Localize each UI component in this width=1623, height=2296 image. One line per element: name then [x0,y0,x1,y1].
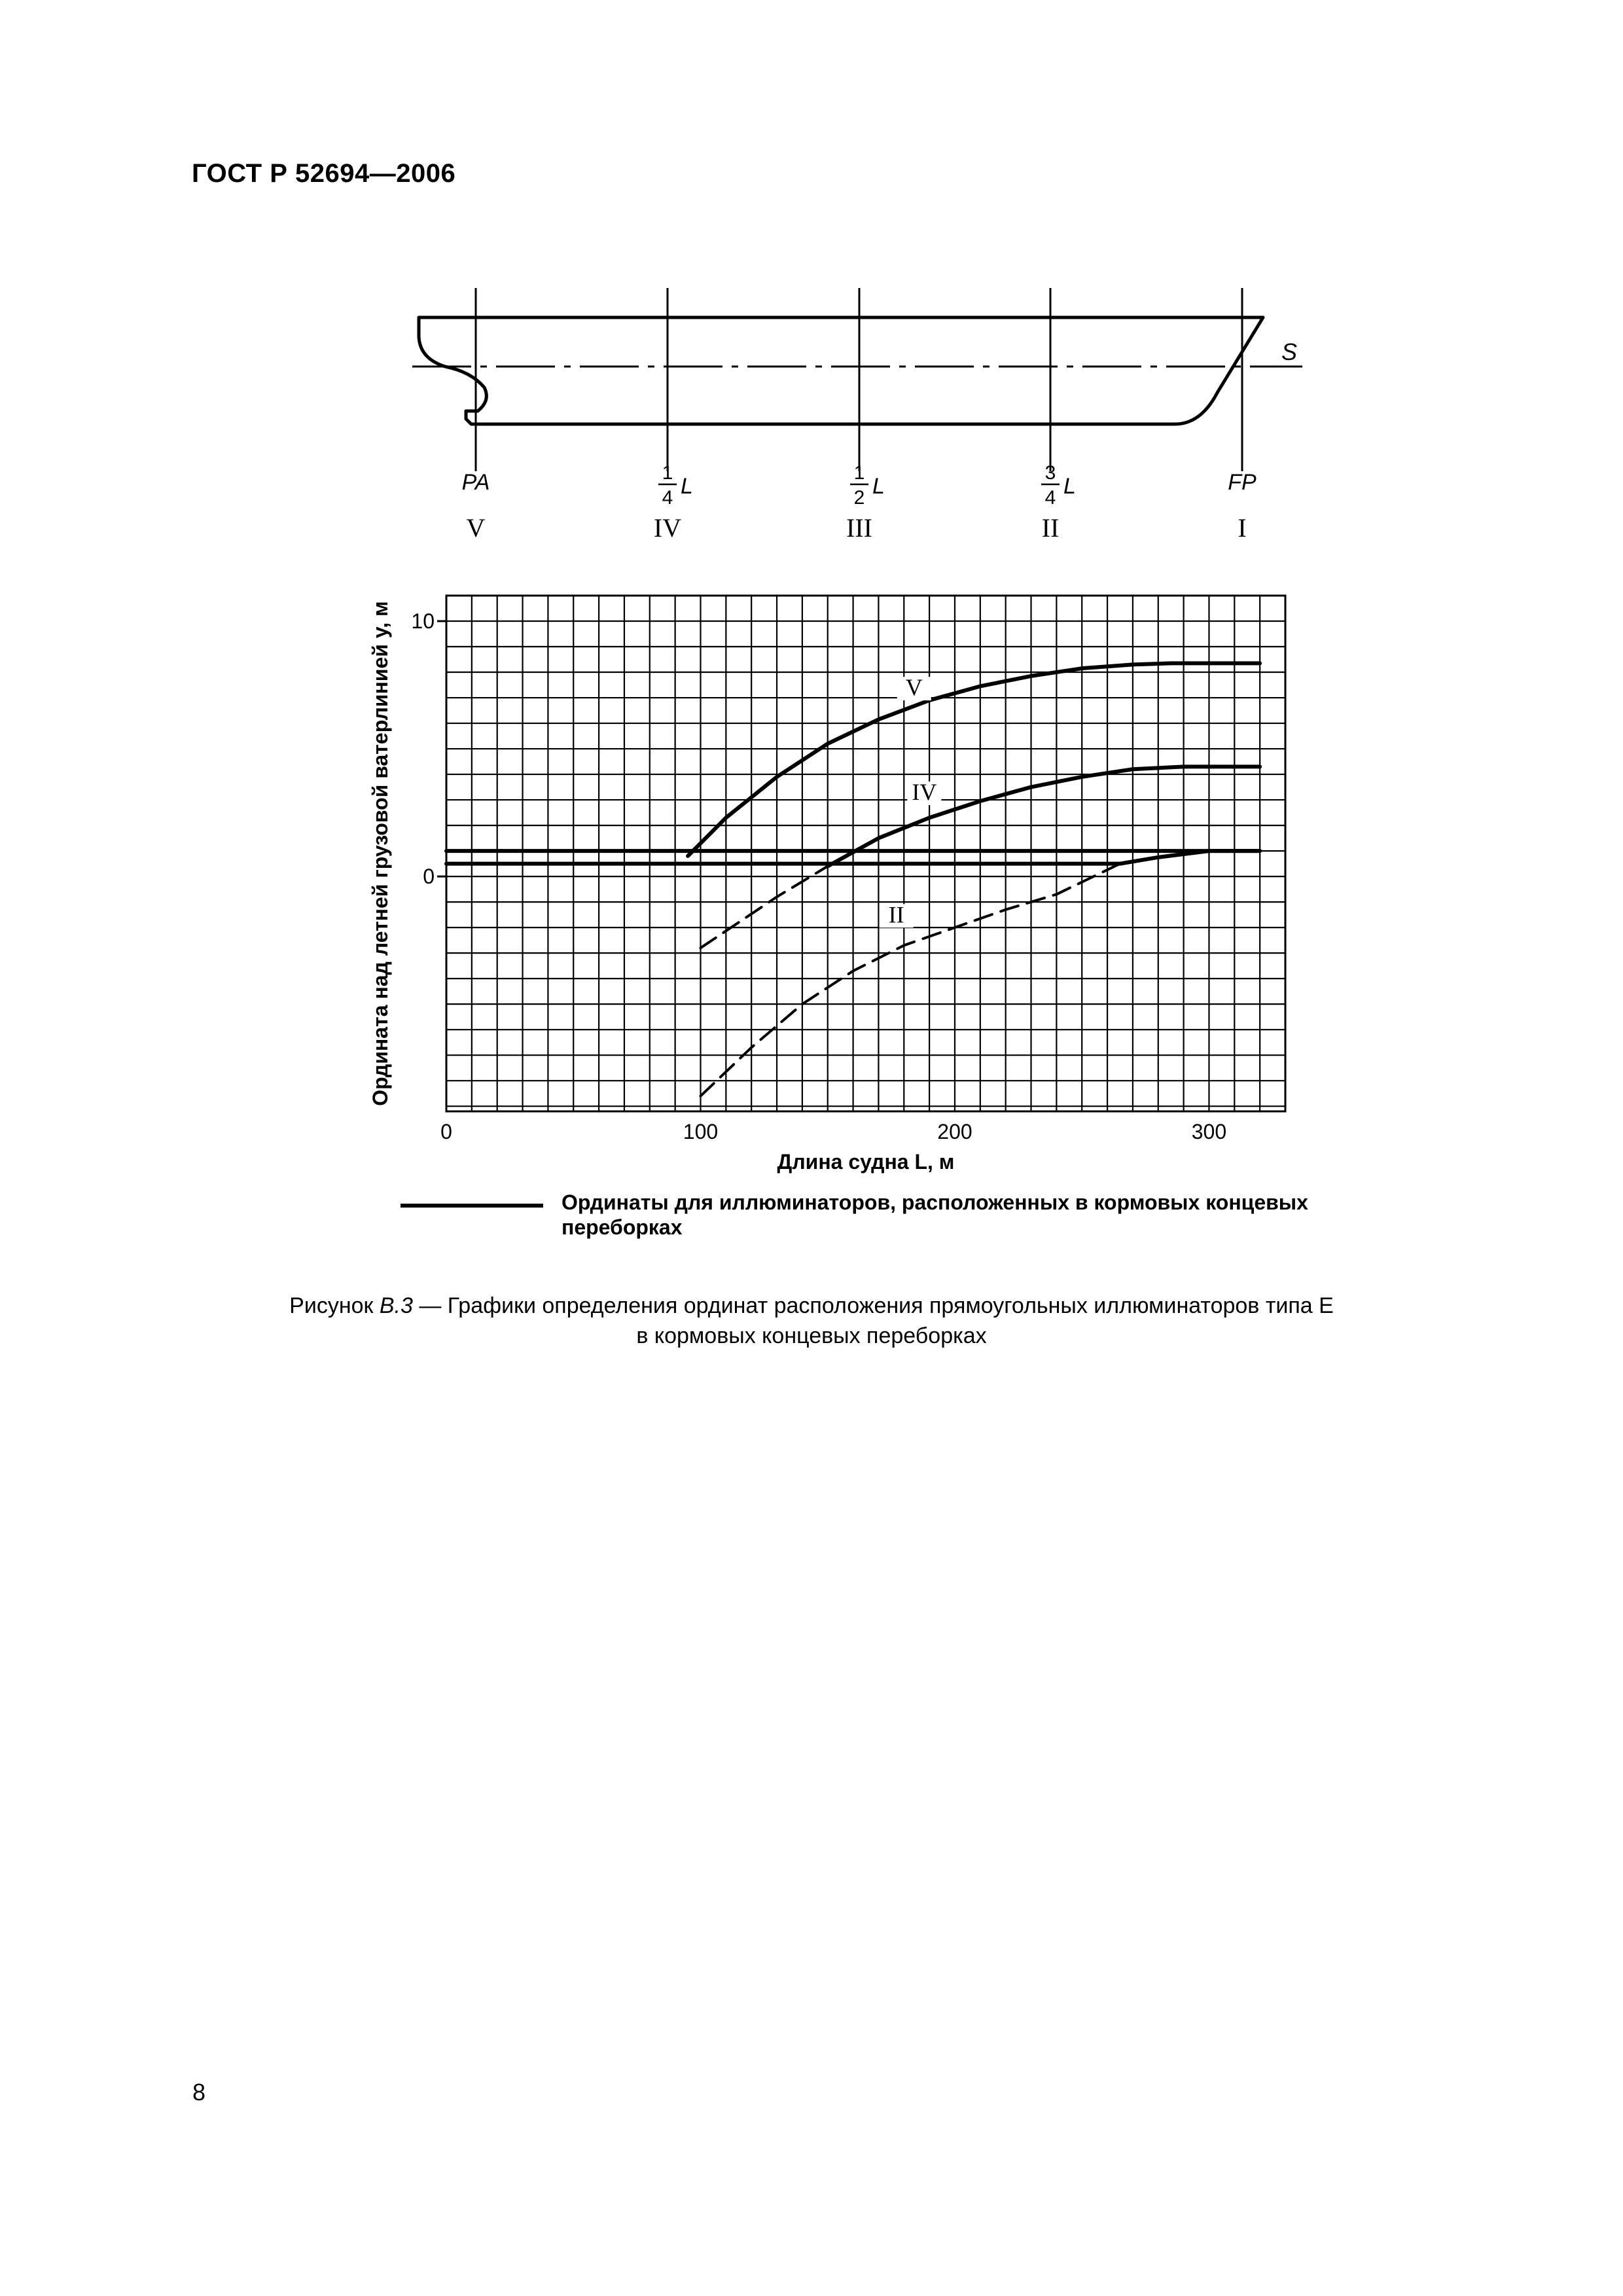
ordinate-chart [353,576,1322,1191]
y-axis-label: Ордината над летней грузовой ватерлинией y, м [368,601,392,1106]
caption-line2: в кормовых концевых переборках [636,1323,987,1348]
caption-number: В.3 [379,1293,413,1318]
station-roman-i: I [1238,513,1247,543]
series-line-v-0 [688,663,1260,856]
y-tick-label: 10 [411,609,435,634]
caption-prefix: Рисунок [289,1293,380,1318]
curve-label-ii: II [888,901,904,928]
station-label-quarter [658,462,693,509]
station-label-fp: FP [1228,470,1257,495]
svg-text:4: 4 [1044,487,1056,509]
document-header: ГОСТ Р 52694—2006 [192,159,456,188]
station-label-half [850,462,885,509]
legend-text: Ординаты для иллюминаторов, расположенных в кормовых концевых переборках [562,1191,1308,1239]
station-roman-iii: III [846,513,872,543]
svg-text:1: 1 [853,462,865,484]
page-number: 8 [192,2079,206,2106]
svg-text:L: L [681,474,693,499]
series-line-iv-1 [700,867,827,948]
station-roman-v: V [466,513,486,543]
svg-text:4: 4 [662,487,673,509]
svg-text:L: L [1063,474,1076,499]
station-roman-iv: IV [653,513,682,543]
legend-solid-line [401,1204,543,1208]
station-label-three-quarter [1041,462,1076,509]
x-tick-label: 200 [937,1120,972,1143]
curve-label-v: V [905,674,923,701]
svg-text:1: 1 [662,462,673,484]
caption-line1: — Графики определения ординат расположения прямоугольных иллюминаторов типа Е [412,1293,1334,1318]
station-label-pa: PA [461,470,490,495]
svg-text:2: 2 [853,487,865,509]
x-tick-label: 300 [1191,1120,1227,1143]
svg-text:3: 3 [1044,462,1056,484]
ship-profile-diagram [393,275,1309,550]
hull-outline [419,317,1263,424]
chart-grid [446,596,1285,1111]
station-roman-ii: II [1041,513,1060,543]
curve-label-iv: IV [912,779,937,806]
y-tick-label: 0 [423,865,435,889]
x-axis-label: Длина судна L, м [777,1150,955,1174]
plot-frame [446,596,1285,1111]
x-tick-label: 100 [683,1120,719,1143]
waterline-label: S [1281,338,1298,365]
figure-caption [196,1291,1427,1351]
svg-text:L: L [872,474,885,499]
x-tick-label: 0 [440,1120,452,1143]
